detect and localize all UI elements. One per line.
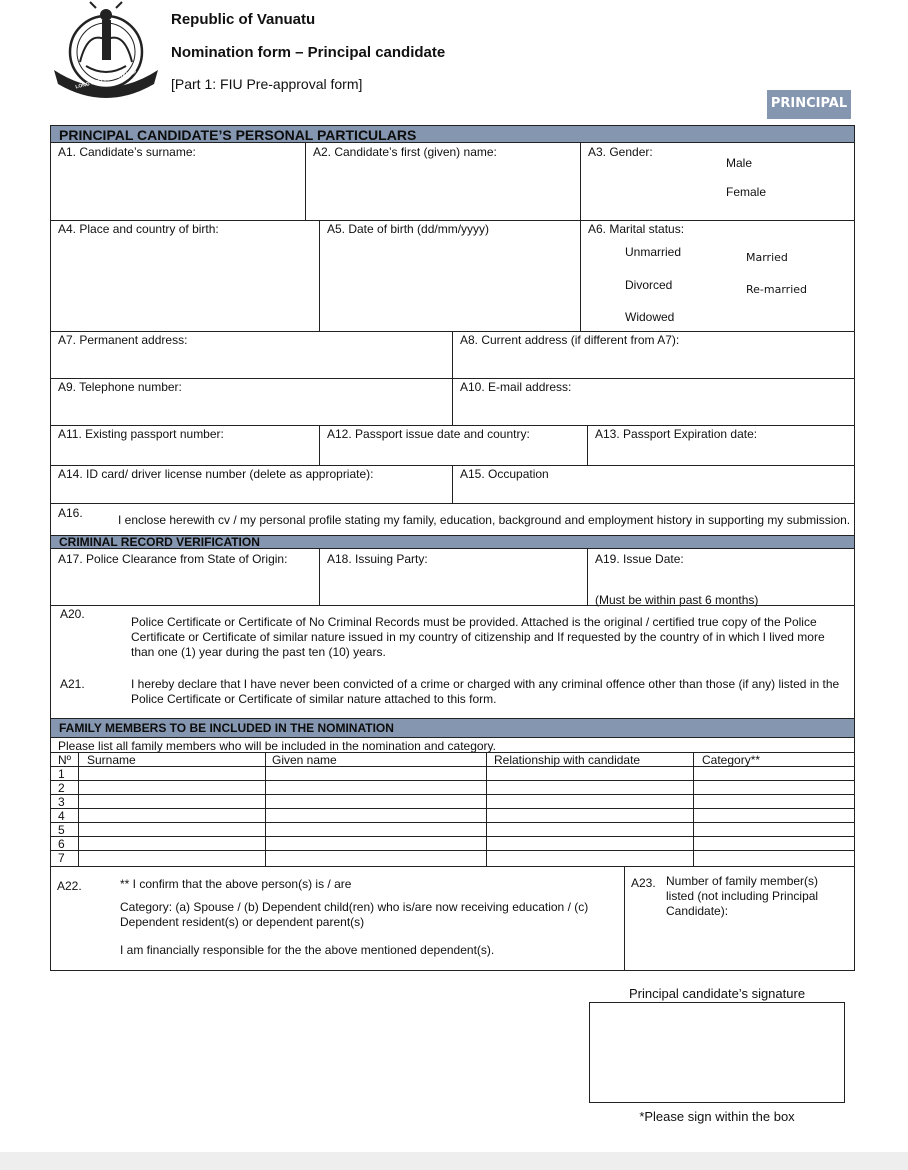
section-family-title: FAMILY MEMBERS TO BE INCLUDED IN THE NOMINATION [59, 721, 394, 735]
family-input-cell[interactable] [487, 767, 692, 865]
signature-label: Principal candidate’s signature [628, 986, 806, 1001]
field-a13-passport-expiry[interactable]: A13. Passport Expiration date: [595, 427, 758, 441]
field-a11-passport-number[interactable]: A11. Existing passport number: [58, 427, 224, 441]
signature-box[interactable] [589, 1002, 845, 1103]
family-row-number: 7 [58, 851, 65, 865]
country-title: Republic of Vanuatu [171, 11, 316, 28]
field-a6-marital: A6. Marital status: [588, 222, 685, 236]
family-row-number: 6 [58, 837, 65, 851]
marital-option-married[interactable]: Married [746, 251, 788, 264]
family-col-surname: Surname [87, 753, 136, 767]
section-criminal-title: CRIMINAL RECORD VERIFICATION [59, 535, 260, 549]
field-a20-text: Police Certificate or Certificate of No Criminal Records must be provided. Attached is the original / certified true copy of the Police Certificate or Certificate of similar nature issued in my country of citizenship and If requested by the country of in which I lived more than one (1) year during the past ten (10) years. [131, 615, 825, 659]
family-input-cell[interactable] [266, 767, 485, 865]
page-bottom-band [0, 1152, 908, 1170]
marital-option-unmarried[interactable]: Unmarried [625, 245, 682, 259]
signature-note: *Please sign within the box [639, 1109, 795, 1124]
field-a8-current-address[interactable]: A8. Current address (if different from A7): [460, 333, 680, 347]
form-title: Nomination form – Principal candidate [171, 44, 446, 61]
field-a16-label: A16. [58, 506, 83, 520]
field-a22-financial: I am financially responsible for the the above mentioned dependent(s). [120, 943, 495, 957]
family-input-cell[interactable] [79, 767, 264, 865]
field-a22-confirm: ** I confirm that the above person(s) is / are [120, 877, 352, 891]
field-a23-label: A23. [631, 876, 656, 890]
field-a7-permanent-address[interactable]: A7. Permanent address: [58, 333, 188, 347]
family-table [50, 752, 855, 867]
family-row-number: 2 [58, 781, 65, 795]
section-personal-title: PRINCIPAL CANDIDATE’S PERSONAL PARTICULARS [59, 127, 417, 143]
field-a21-label: A21. [60, 677, 85, 691]
family-input-cell[interactable] [694, 767, 854, 865]
family-col-relationship: Relationship with candidate [494, 753, 641, 767]
vanuatu-seal [50, 0, 162, 100]
gender-option-female[interactable]: Female [726, 185, 767, 199]
field-a1-surname[interactable]: A1. Candidate’s surname: [58, 145, 196, 159]
field-a10-email[interactable]: A10. E-mail address: [460, 380, 572, 394]
section-criminal-record [50, 535, 855, 549]
marital-option-remarried[interactable]: Re-married [746, 283, 807, 296]
family-row-number: 4 [58, 809, 65, 823]
marital-option-widowed[interactable]: Widowed [625, 310, 675, 324]
field-a21-text: I hereby declare that I have never been convicted of a crime or charged with any criminal offence other than those (if any) listed in the Police Certificate or Certificate of similar nature attached to this form. [131, 677, 840, 706]
field-a19-issue-date[interactable]: A19. Issue Date: [595, 552, 684, 566]
field-a4-birthplace[interactable]: A4. Place and country of birth: [58, 222, 219, 236]
marital-option-divorced[interactable]: Divorced [625, 278, 673, 292]
principal-badge-label: PRINCIPAL [770, 96, 848, 111]
section-personal-particulars [50, 125, 855, 143]
field-a2-given-name[interactable]: A2. Candidate’s first (given) name: [313, 145, 497, 159]
field-a9-telephone[interactable]: A9. Telephone number: [58, 380, 182, 394]
gender-option-male[interactable]: Male [726, 156, 753, 170]
family-instruction: Please list all family members who will be included in the nomination and category. [58, 739, 496, 753]
field-a5-dob[interactable]: A5. Date of birth (dd/mm/yyyy) [327, 222, 490, 236]
section-family-members [50, 718, 855, 738]
field-a22-category: Category: (a) Spouse / (b) Dependent child(ren) who is/are now receiving education / (c) Dependent resident(s) or dependent parent(s) [120, 900, 589, 929]
field-a15-occupation[interactable]: A15. Occupation [460, 467, 549, 481]
form-part: [Part 1: FIU Pre-approval form] [171, 76, 363, 92]
field-a14-id-card[interactable]: A14. ID card/ driver license number (delete as appropriate): [58, 467, 374, 481]
family-row-number: 5 [58, 823, 65, 837]
field-a23-text[interactable]: Number of family member(s) listed (not including Principal Candidate): [666, 874, 819, 918]
family-row-number: 3 [58, 795, 65, 809]
field-a20-label: A20. [60, 607, 85, 621]
field-a16-statement[interactable]: I enclose herewith cv / my personal profile stating my family, education, background and employment history in supporting my submission. [118, 513, 851, 527]
field-a18-issuing-party[interactable]: A18. Issuing Party: [327, 552, 428, 566]
seal-motto: LONG GOD YUMI STANAP [74, 69, 138, 91]
family-col-given-name: Given name [272, 753, 337, 767]
field-a17-police-clearance[interactable]: A17. Police Clearance from State of Origin: [58, 552, 288, 566]
field-a22-label: A22. [57, 879, 82, 893]
field-a12-passport-issue[interactable]: A12. Passport issue date and country: [327, 427, 530, 441]
family-col-category: Category** [702, 753, 761, 767]
family-row-number: 1 [58, 767, 65, 781]
family-col-number: Nº [58, 753, 72, 767]
field-a3-gender: A3. Gender: [588, 145, 653, 159]
field-a19-note: (Must be within past 6 months) [595, 593, 759, 607]
